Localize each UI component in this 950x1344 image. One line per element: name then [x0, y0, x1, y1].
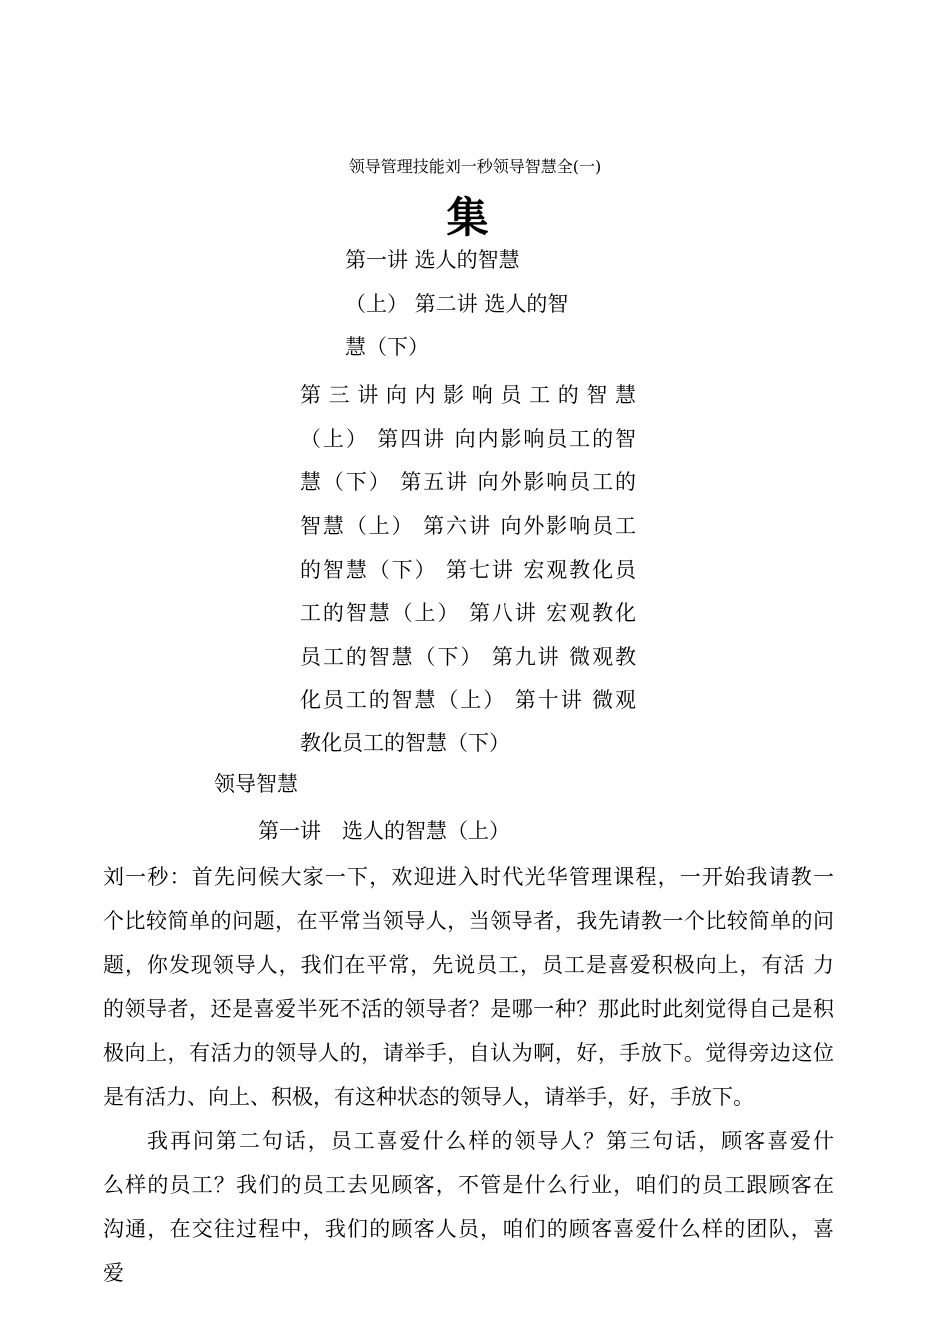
toc-intro-line: 第一讲 选人的智慧 [345, 248, 520, 272]
toc-line: 化员工的智慧（上） 第十讲 微观 [300, 688, 636, 712]
document-title: 集 [446, 193, 489, 242]
paragraph-line: 么样的员工？我们的员工去见顾客，不管是什么行业，咱们的员工跟顾客在 [103, 1173, 834, 1197]
toc-line: （上） 第四讲 向内影响员工的智 [300, 427, 636, 451]
toc-intro-line: （上） 第二讲 选人的智 [345, 292, 569, 316]
toc-line: 员工的智慧（下） 第九讲 微观教 [300, 645, 636, 669]
document-subtitle: 领导管理技能刘一秒领导智慧全(一) [348, 157, 602, 176]
lecture-title: 第一讲 选人的智慧（上） [258, 819, 510, 843]
section-title: 领导智慧 [214, 772, 298, 796]
paragraph-line: 极向上，有活力的领导人的，请举手，自认为啊，好，手放下。觉得旁边这位 [103, 1041, 834, 1065]
paragraph-line: 我再问第二句话，员工喜爱什么样的领导人？第三句话，顾客喜爱什 [147, 1129, 834, 1153]
paragraph-line: 是有活力、向上、积极，有这种状态的领导人，请举手，好，手放下。 [103, 1085, 754, 1109]
paragraph-line: 题，你发现领导人，我们在平常，先说员工，员工是喜爱积极向上，有活 力 [103, 953, 834, 977]
toc-line: 智慧（上） 第六讲 向外影响员工 [300, 514, 636, 538]
paragraph-line: 刘一秒：首先问候大家一下，欢迎进入时代光华管理课程，一开始我请教一 [103, 865, 834, 889]
toc-line: 工的智慧（上） 第八讲 宏观教化 [300, 601, 636, 625]
paragraph-line: 沟通，在交往过程中，我们的顾客人员，咱们的顾客喜爱什么样的团队，喜 [103, 1217, 834, 1241]
toc-line: 第 三 讲 向 内 影 响 员 工 的 智 慧 [300, 383, 636, 407]
paragraph-line: 爱 [103, 1261, 124, 1285]
paragraph-line: 的领导者，还是喜爱半死不活的领导者？是哪一种？那此时此刻觉得自己是积 [103, 997, 834, 1021]
toc-line: 慧（下） 第五讲 向外影响员工的 [300, 470, 636, 494]
toc-intro-line: 慧（下） [345, 335, 429, 359]
paragraph-line: 个比较简单的问题，在平常当领导人，当领导者，我先请教一个比较简单的问 [103, 909, 834, 933]
toc-line: 的智慧（下） 第七讲 宏观教化员 [300, 558, 636, 582]
toc-line: 教化员工的智慧（下） [300, 731, 510, 755]
